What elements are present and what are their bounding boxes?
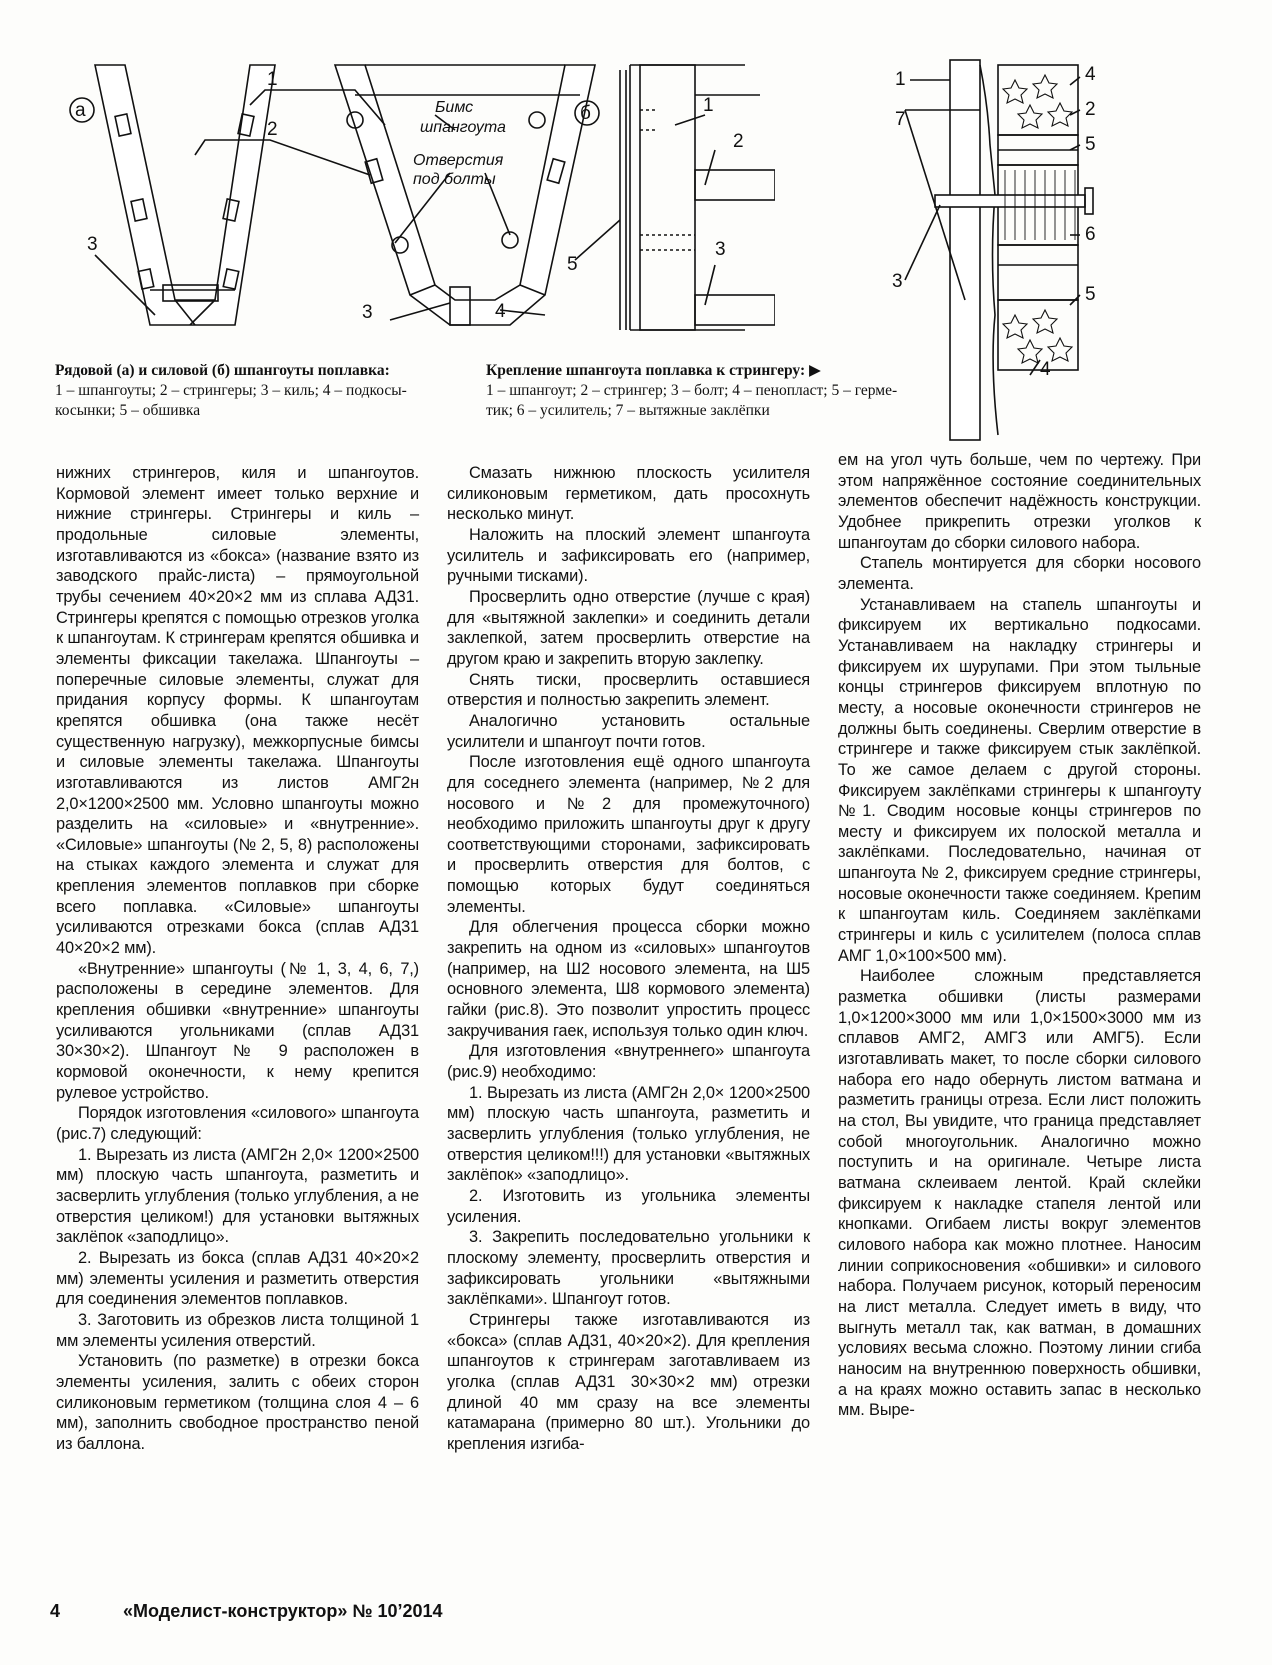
figure-frames [55,55,775,355]
c-callout-6: 6 [1085,224,1096,245]
paragraph: Стрингеры также изготавливаются из «бокса» (сплав АД31, 40×20×2). Для крепления шпангоутов к стрингерам заготавливаем из уголка (сплав АД31 30×30×2 мм) отрезки длиной 40 мм сразу на все элементы катамарана (примерно 80 шт.). Угольники до крепления изгиба- [447,1310,810,1453]
c-callout-5-bottom: 5 [1085,284,1096,305]
bims-label-1: Бимс [435,99,474,116]
holes-label-1: Отверстия [413,152,504,169]
paragraph: Наложить на плоский элемент шпангоута усилитель и зафиксировать его (например, ручными тисками). [447,525,810,586]
caption-arrow-icon: ▶ [808,362,821,379]
text-column-2 [447,463,810,1455]
label-a: а [75,100,86,121]
c-callout-3: 3 [892,271,903,292]
b-callout-1: 1 [703,95,714,116]
c-callout-1: 1 [895,69,906,90]
journal-title: «Моделист-конструктор» № 10’2014 [123,1601,443,1621]
frames-drawing [55,55,775,355]
callout-4: 4 [495,301,506,322]
c-callout-7: 7 [895,109,906,130]
text-column-3 [838,450,1201,1421]
bims-label-2: шпангоута [420,119,506,136]
paragraph: 3. Заготовить из обрезков листа толщиной 1 мм элементы усиления отверстий. [56,1310,419,1350]
c-callout-4-bottom: 4 [1040,359,1051,380]
frame-a-outline [95,65,275,325]
c-callout-2: 2 [1085,99,1096,120]
paragraph: Для изготовления «внутреннего» шпангоута (рис.9) необходимо: [447,1042,810,1082]
paragraph: 2. Вырезать из бокса (сплав АД31 40×20×2 мм) элементы усиления и разметить отверстия для соединения элементов поплавков. [56,1248,419,1309]
caption-frames [55,361,455,421]
callout-3-left: 3 [87,234,98,255]
paragraph: 3. Закрепить последовательно угольники к плоскому элементу, просверлить отверстия и зафиксировать угольники «вытяжными заклёпками». Шпангоут готов. [447,1228,810,1309]
b-callout-2: 2 [733,131,744,152]
caption-attachment [486,361,936,421]
page-footer [50,1601,443,1622]
label-b: б [580,103,591,124]
paragraph: 2. Изготовить из угольника элементы усиления. [447,1186,810,1226]
paragraph: Снять тиски, просверлить оставшиеся отверстия и полностью закрепить элемент. [447,670,810,710]
paragraph: Для облегчения процесса сборки можно закрепить на одном из «силовых» шпангоутов (например, на Ш2 носового элемента, на Ш5 основного элемента, Ш8 кормового элемента) гайки (рис.8). Это позволит упростить процесс закручивания гаек, используя только один ключ. [447,918,810,1040]
c-callout-4-top: 4 [1085,64,1096,85]
paragraph: 1. Вырезать из листа (АМГ2н 2,0× 1200×2500 мм) плоскую часть шпангоута, разметить и засверлить углубления (только углубления, не отверстия целиком!!!) для установки «вытяжных заклёпок» «заподлицо». [447,1083,810,1185]
callout-1: 1 [267,69,278,90]
caption-attachment-line2: тик; 6 – усилитель; 7 – вытяжные заклёпки [486,402,770,419]
paragraph: Наиболее сложным представляется разметка обшивки (листы размерами 1,0×1200×3000 мм или 1,0×1500×3000 мм из сплавов АМГ2, АМГ3 или АМГ5). Если изготавливать макет, то после сборки силового набора его надо обернуть листом ватмана и разметить границы отреза. Если лист положить на стол, Вы увидите, что граница представляет собой многоугольник. Аналогично можно поступить и на оригинале. Четыре листа ватмана склеиваем лентой. Край склейки фиксируем к накладке стапеля лентой или кнопками. Огибаем листы вокруг элементов силового набора как можно плотнее. Наносим линии соприкосновения «обшивки» и силового набора. Получаем рисунок, который переносим на лист металла. Следует иметь в виду, что выгнуть металл так, как ватман, в домашних условиях весьма сложно. Поэтому линии сгиба наносим на внутреннюю поверхность обшивки, а на краях можно оставить запас в несколько мм. Выре- [838,967,1201,1420]
b-callout-5: 5 [567,254,578,275]
text-column-1 [56,463,419,1455]
caption-attachment-title: Крепление шпангоута поплавка к стрингеру: [486,362,806,379]
b-callout-3: 3 [715,239,726,260]
caption-attachment-line1: 1 – шпангоут; 2 – стрингер; 3 – болт; 4 – пенопласт; 5 – герме- [486,382,898,399]
paragraph: ем на угол чуть больше, чем по чертежу. При этом напряжённое состояние соединительных элементов обеспечит надёжность конструкции. Удобнее прикрепить отрезки уголков к шпангоутам до сборки силового набора. [838,451,1201,552]
paragraph: После изготовления ещё одного шпангоута для соседнего элемента (например, №2 для носового и №2 для промежуточного) необходимо приложить шпангоуты друг к другу соответствующими сторонами, зафиксировать и просверлить отверстия для болтов, с помощью которых будут соединяться элементы. [447,753,810,916]
c-callout-5-top: 5 [1085,134,1096,155]
paragraph: нижних стрингеров, киля и шпангоутов. Кормовой элемент имеет только верхние и нижние стрингеры. Стрингеры и киль – продольные силовые элементы, изготавливаются из «бокса» (название взято из заводского прайс-листа) – прямоугольной трубы сечением 40×20×2 мм из сплава АД31. Стрингеры крепятся с помощью отрезков уголка к шпангоутам. К стрингерам крепятся обшивка и элементы фиксации такелажа. Шпангоуты – поперечные силовые элементы, служат для придания корпусу формы. К шпангоутам крепятся обшивка (она также несёт существенную нагрузку), межкорпусные бимсы и силовые элементы такелажа. Шпангоуты изготавливаются из листов АМГ2н 2,0×1200×2500 мм. Условно шпангоуты можно разделить на «силовые» и «внутренние». «Силовые» шпангоуты (№ 2, 5, 8) расположены на стыках каждого элемента и служат для крепления элементов поплавков при сборке всего поплавка. «Силовые» шпангоуты усиливаются отрезками бокса (сплав АД31 40×20×2 мм). [56,464,419,958]
paragraph: Устанавливаем на стапель шпангоуты и фиксируем их вертикально подкосами. Устанавливаем на накладку стрингеры и фиксируем их шурупами. При этом тыльные концы стрингеров фиксируем вплотную по месту, а носовые оконечности стрингеров не должны быть соединены. Сверлим отверстие в стрингере и также фиксируем стык заклёпкой. То же самое делаем с другой стороны. Фиксируем заклёпками стрингеры к шпангоуту №1. Сводим носовые концы стрингеров по месту и фиксируем их полоской металла и заклёпками. Последовательно, начиная от шпангоута № 2, фиксируем средние стрингеры, носовые оконечности также соединяем. Крепим к шпангоутам киль. Соединяем заклёпками стрингеры и киль с усилителем (полоса сплав АМГ 1,0×100×500 мм). [838,595,1201,965]
callout-3-mid: 3 [362,302,373,323]
paragraph: Порядок изготовления «силового» шпангоута (рис.7) следующий: [56,1104,419,1143]
paragraph: «Внутренние» шпангоуты (№ 1, 3, 4, 6, 7,) расположены в середине элементов. Для крепления обшивки «внутренние» шпангоуты усиливаются угольниками (сплав АД31 30×30×2). Шпангоут № 9 расположен в кормовой оконечности, к нему крепится рулевое устройство. [56,959,419,1102]
callout-2: 2 [267,119,278,140]
paragraph: 1. Вырезать из листа (АМГ2н 2,0× 1200×2500 мм) плоскую часть шпангоута, разметить и засверлить углубления (только углубления, а не отверстия целиком!) для установки вытяжных заклёпок «заподлицо». [56,1145,419,1247]
caption-frames-line2: косынки; 5 – обшивка [55,402,201,419]
paragraph: Стапель монтируется для сборки носового элемента. [838,554,1201,593]
paragraph: Просверлить одно отверстие (лучше с края) для «вытяжной заклепки» и соединить детали заклепкой, затем просверлить отверстие на другом краю и закрепить вторую заклепку. [447,587,810,668]
caption-frames-title: Рядовой (а) и силовой (б) шпангоуты поплавка: [55,362,390,379]
paragraph: Аналогично установить остальные усилители и шпангоут почти готов. [447,711,810,751]
paragraph: Смазать нижнюю плоскость усилителя силиконовым герметиком, дать просохнуть несколько минут. [447,464,810,524]
page-number: 4 [50,1601,61,1621]
caption-frames-line1: 1 – шпангоуты; 2 – стрингеры; 3 – киль; 4 – подкосы- [55,382,407,399]
paragraph: Установить (по разметке) в отрезки бокса элементы усиления, залить с обеих сторон силиконовым герметиком (толщина слоя 4 – 6 мм), заполнить свободное пространство пеной из баллона. [56,1352,419,1453]
holes-label-2: под болты [413,171,496,188]
